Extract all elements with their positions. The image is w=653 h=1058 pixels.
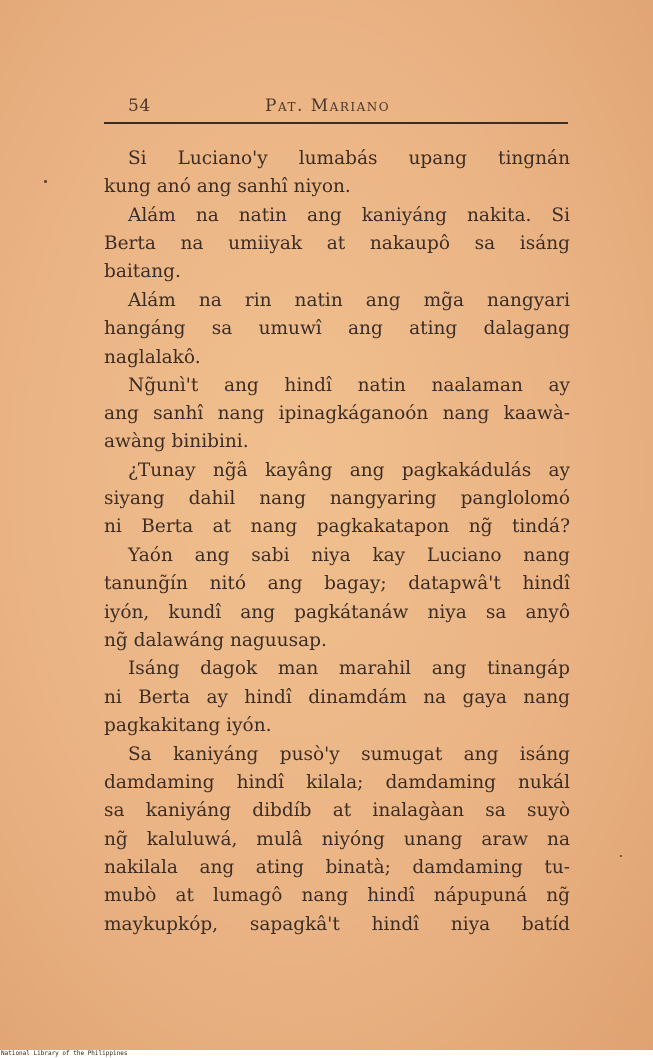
text-line: Berta na umiiyak at nakaupô sa isáng xyxy=(104,233,570,254)
text-line: baitang. xyxy=(104,261,181,282)
paper-speck xyxy=(44,180,47,183)
text-line: hangáng sa umuwî ang ating dalagang xyxy=(104,318,570,339)
header-rule xyxy=(104,122,568,124)
text-line: tanung̃ín nitó ang bagay; datapwâ't hindî xyxy=(104,573,570,594)
text-line: ¿Tunay ng̃â kayâng ang pagkakádulás ay xyxy=(128,460,570,481)
page-number: 54 xyxy=(128,96,151,116)
text-line: Isáng dagok man marahil ang tinangáp xyxy=(128,658,570,679)
text-line: ni Berta at nang pagkakatapon ng̃ tindá? xyxy=(104,516,570,537)
text-line: ng̃ kaluluwá, mulâ niyóng unang araw na xyxy=(104,829,570,850)
text-line: Yaón ang sabi niya kay Luciano nang xyxy=(128,545,570,566)
text-line: naglalakô. xyxy=(104,347,201,368)
running-head: Pat. Mariano xyxy=(265,96,391,116)
text-line: Si Luciano'y lumabás upang tingnán xyxy=(128,148,570,169)
text-line: Alám na rin natin ang mg̃a nangyari xyxy=(128,290,570,311)
text-line: awàng binibini. xyxy=(104,431,249,452)
text-line: Alám na natin ang kaniyáng nakita. Si xyxy=(128,205,570,226)
text-line: siyang dahil nang nangyaring panglolomó xyxy=(104,488,570,509)
text-line: ng̃ dalawáng naguusap. xyxy=(104,630,327,651)
text-line: sa kaniyáng dibdíb at inalagàan sa suyò xyxy=(104,800,570,821)
text-line: maykupkóp, sapagkâ't hindî niya batíd xyxy=(104,914,570,935)
text-line: pagkakitang iyón. xyxy=(104,715,272,736)
text-line: damdaming hindî kilala; damdaming nukál xyxy=(104,772,570,793)
paper-speck xyxy=(620,855,622,857)
text-line: Ng̃unì't ang hindî natin naalaman ay xyxy=(128,375,570,396)
text-line: nakilala ang ating binatà; damdaming tu- xyxy=(104,857,570,878)
text-line: ang sanhî nang ipinagkáganoón nang kaawà- xyxy=(104,403,570,424)
text-line: ni Berta ay hindî dinamdám na gaya nang xyxy=(104,687,570,708)
text-line: Sa kaniyáng pusò'y sumugat ang isáng xyxy=(128,744,570,765)
text-line: mubò at lumagô nang hindî nápupuná ng̃ xyxy=(104,885,570,906)
library-footer: National Library of the Philippines xyxy=(0,1050,653,1058)
text-line: kung anó ang sanhî niyon. xyxy=(104,176,351,197)
text-line: iyón, kundî ang pagkátanáw niya sa anyô xyxy=(104,602,570,623)
